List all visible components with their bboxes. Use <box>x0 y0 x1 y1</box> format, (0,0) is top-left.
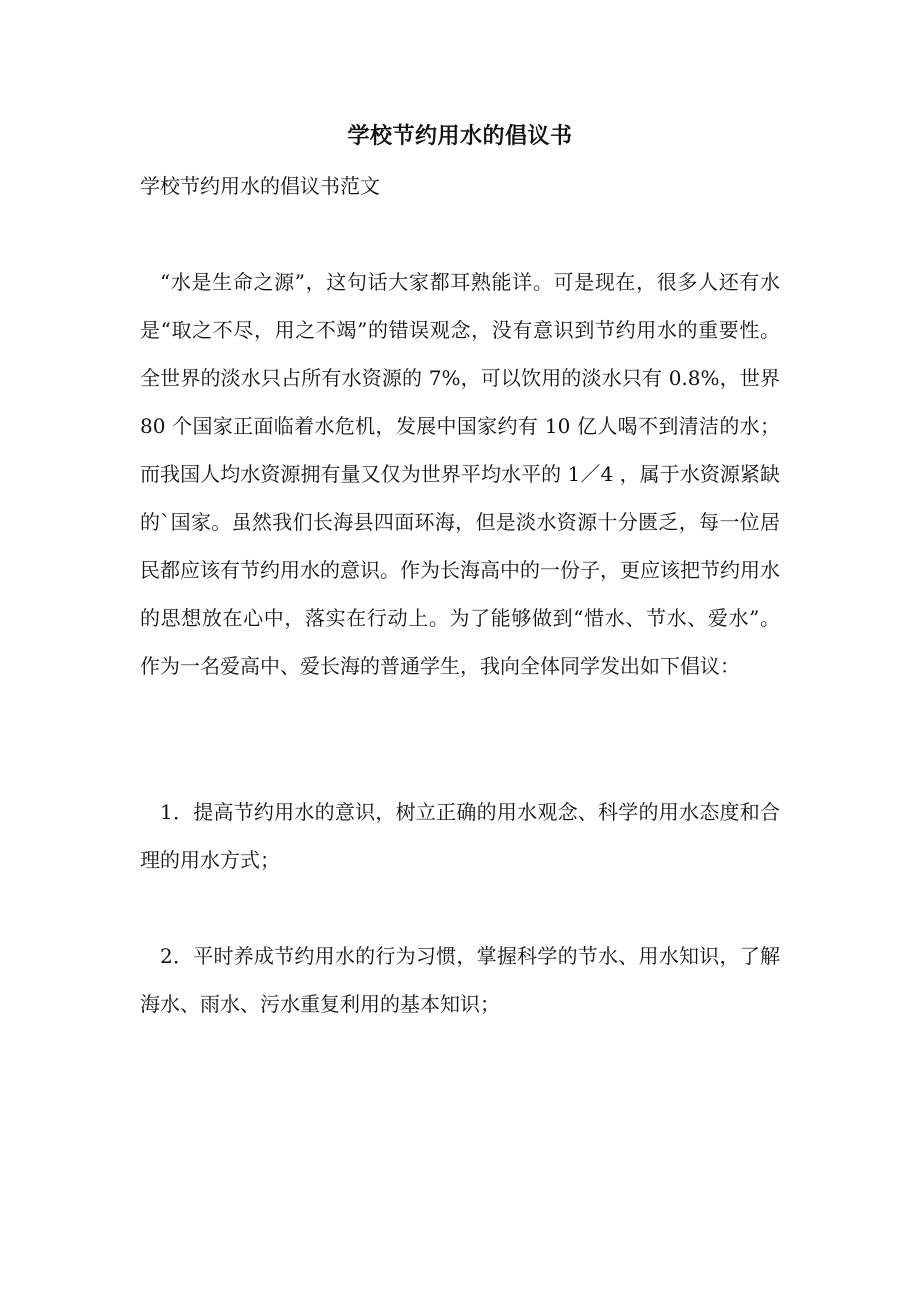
paragraph-intro: “水是生命之源”，这句话大家都耳熟能详。可是现在，很多人还有水是“取之不尽，用之不竭”的错误观念，没有意识到节约用水的重要性。全世界的淡水只占所有水资源的 7%，可以饮用的淡水只有 0.8%，世界 80 个国家正面临着水危机，发展中国家约有 10 亿人喝不到清洁的水；而我国人均水资源拥有量又仅为世界平均水平的 1／4 ，属于水资源紧缺的`国家。虽然我们长海县四面环海，但是淡水资源十分匮乏，每一位居民都应该有节约用水的意识。作为长海高中的一份子，更应该把节约用水的思想放在心中，落实在行动上。为了能够做到“惜水、节水、爱水”。作为一名爱高中、爱长海的普通学生，我向全体同学发出如下倡议： <box>140 270 780 678</box>
paragraph-item-1: 1．提高节约用水的意识，树立正确的用水观念、科学的用水态度和合理的用水方式； <box>140 800 780 872</box>
paragraph-item-2: 2．平时养成节约用水的行为习惯，掌握科学的节水、用水知识，了解海水、雨水、污水重复利用的基本知识； <box>140 944 780 1016</box>
document-subtitle: 学校节约用水的倡议书范文 <box>140 174 380 198</box>
document-title: 学校节约用水的倡议书 <box>347 123 573 149</box>
